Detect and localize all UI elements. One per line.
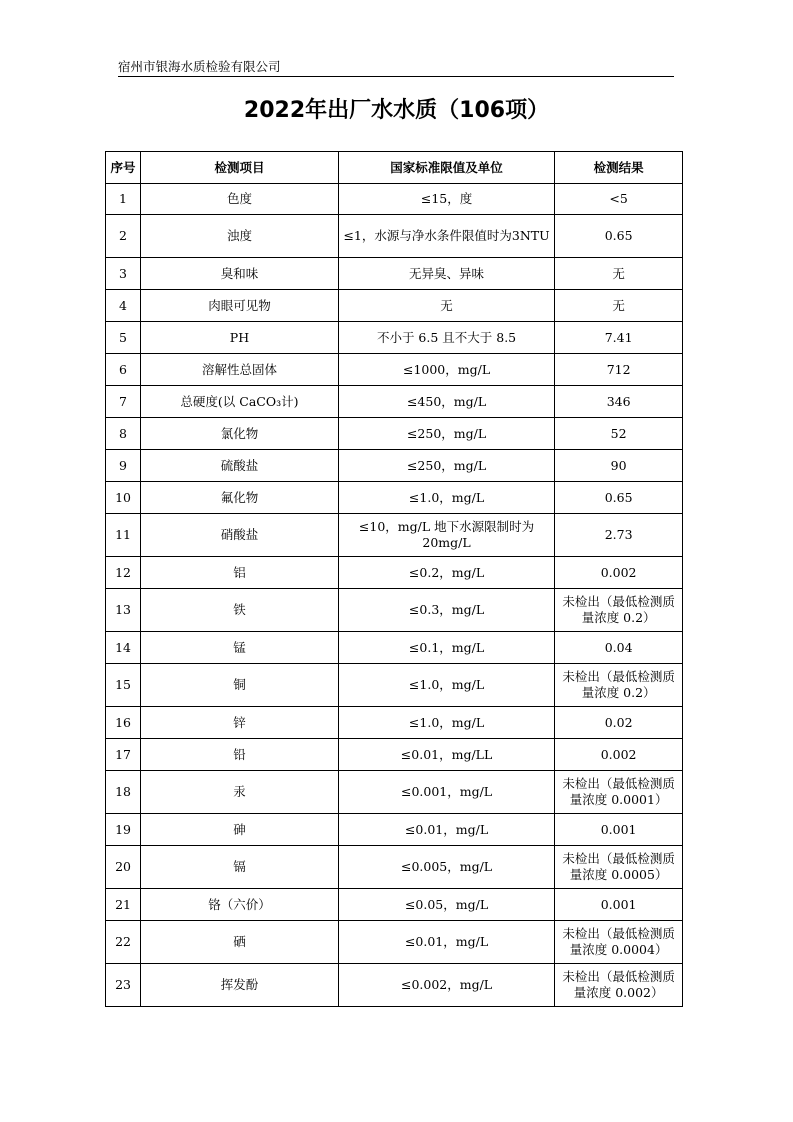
test-item: 砷 (141, 814, 339, 846)
table-row (106, 290, 683, 322)
standard-limit: ≤0.01，mg/L (338, 814, 554, 846)
table-row (106, 771, 683, 814)
test-item: 铁 (141, 589, 339, 632)
test-item: 铝 (141, 557, 339, 589)
row-number: 6 (106, 354, 141, 386)
test-item: 氟化物 (141, 482, 339, 514)
test-result: 0.04 (555, 632, 683, 664)
table-row (106, 889, 683, 921)
table-row (106, 514, 683, 557)
standard-limit: ≤1.0，mg/L (338, 664, 554, 707)
test-result: 未检出（最低检测质量浓度 0.2） (555, 664, 683, 707)
row-number: 9 (106, 450, 141, 482)
test-item: 色度 (141, 184, 339, 215)
standard-limit: ≤0.01，mg/L (338, 921, 554, 964)
table-row (106, 354, 683, 386)
page-title: 2022年出厂水水质（106项） (243, 98, 550, 123)
test-result: 未检出（最低检测质量浓度 0.0004） (555, 921, 683, 964)
water-quality-table (105, 151, 683, 1007)
test-result: 0.001 (555, 814, 683, 846)
standard-limit: 无异臭、异味 (338, 258, 554, 290)
test-result: 90 (555, 450, 683, 482)
test-result: 0.002 (555, 739, 683, 771)
column-header-result: 检测结果 (555, 152, 683, 184)
standard-limit: ≤0.005，mg/L (338, 846, 554, 889)
test-result: 0.02 (555, 707, 683, 739)
test-item: 挥发酚 (141, 964, 339, 1007)
table-header-row (106, 152, 683, 184)
row-number: 22 (106, 921, 141, 964)
row-number: 17 (106, 739, 141, 771)
standard-limit: ≤0.2，mg/L (338, 557, 554, 589)
test-item: 氯化物 (141, 418, 339, 450)
standard-limit: 无 (338, 290, 554, 322)
table-row (106, 258, 683, 290)
company-header: 宿州市银海水质检验有限公司 (118, 59, 281, 74)
test-result: 未检出（最低检测质量浓度 0.0005） (555, 846, 683, 889)
row-number: 5 (106, 322, 141, 354)
test-item: 铅 (141, 739, 339, 771)
table-row (106, 589, 683, 632)
row-number: 11 (106, 514, 141, 557)
row-number: 1 (106, 184, 141, 215)
test-item: 硝酸盐 (141, 514, 339, 557)
test-result: 712 (555, 354, 683, 386)
test-result: 无 (555, 258, 683, 290)
standard-limit: ≤1，水源与净水条件限值时为3NTU (338, 215, 554, 258)
standard-limit: ≤0.1，mg/L (338, 632, 554, 664)
column-header-no: 序号 (106, 152, 141, 184)
test-item: 肉眼可见物 (141, 290, 339, 322)
test-item: 总硬度(以 CaCO₃计) (141, 386, 339, 418)
test-item: 硒 (141, 921, 339, 964)
table-row (106, 964, 683, 1007)
table-row (106, 184, 683, 215)
standard-limit: ≤0.01，mg/LL (338, 739, 554, 771)
test-result: 0.001 (555, 889, 683, 921)
table-row (106, 482, 683, 514)
test-result: 未检出（最低检测质量浓度 0.2） (555, 589, 683, 632)
standard-limit: ≤0.002，mg/L (338, 964, 554, 1007)
row-number: 8 (106, 418, 141, 450)
row-number: 10 (106, 482, 141, 514)
test-result: 0.002 (555, 557, 683, 589)
standard-limit: ≤250，mg/L (338, 450, 554, 482)
table-row (106, 707, 683, 739)
test-item: 镉 (141, 846, 339, 889)
row-number: 2 (106, 215, 141, 258)
standard-limit: ≤450，mg/L (338, 386, 554, 418)
row-number: 21 (106, 889, 141, 921)
standard-limit: 不小于 6.5 且不大于 8.5 (338, 322, 554, 354)
standard-limit: ≤10，mg/L 地下水源限制时为20mg/L (338, 514, 554, 557)
standard-limit: ≤1.0，mg/L (338, 707, 554, 739)
test-item: 臭和味 (141, 258, 339, 290)
test-result: 7.41 (555, 322, 683, 354)
standard-limit: ≤0.05，mg/L (338, 889, 554, 921)
column-header-limit: 国家标准限值及单位 (338, 152, 554, 184)
row-number: 20 (106, 846, 141, 889)
table-row (106, 921, 683, 964)
row-number: 13 (106, 589, 141, 632)
row-number: 19 (106, 814, 141, 846)
test-result: 52 (555, 418, 683, 450)
row-number: 16 (106, 707, 141, 739)
test-result: 0.65 (555, 482, 683, 514)
test-result: 未检出（最低检测质量浓度 0.002） (555, 964, 683, 1007)
table-row (106, 322, 683, 354)
test-item: 浊度 (141, 215, 339, 258)
test-item: 锰 (141, 632, 339, 664)
standard-limit: ≤0.3，mg/L (338, 589, 554, 632)
row-number: 7 (106, 386, 141, 418)
test-result: 0.65 (555, 215, 683, 258)
table-row (106, 632, 683, 664)
standard-limit: ≤250，mg/L (338, 418, 554, 450)
test-item: 溶解性总固体 (141, 354, 339, 386)
test-item: 汞 (141, 771, 339, 814)
test-item: 硫酸盐 (141, 450, 339, 482)
table-row (106, 450, 683, 482)
test-result: 2.73 (555, 514, 683, 557)
test-item: PH (141, 322, 339, 354)
table-row (106, 664, 683, 707)
standard-limit: ≤1000，mg/L (338, 354, 554, 386)
row-number: 15 (106, 664, 141, 707)
table-row (106, 739, 683, 771)
table-row (106, 215, 683, 258)
column-header-item: 检测项目 (141, 152, 339, 184)
row-number: 18 (106, 771, 141, 814)
table-row (106, 814, 683, 846)
row-number: 12 (106, 557, 141, 589)
standard-limit: ≤1.0，mg/L (338, 482, 554, 514)
row-number: 3 (106, 258, 141, 290)
row-number: 14 (106, 632, 141, 664)
standard-limit: ≤15，度 (338, 184, 554, 215)
table-row (106, 557, 683, 589)
test-item: 铬（六价） (141, 889, 339, 921)
test-result: 无 (555, 290, 683, 322)
standard-limit: ≤0.001，mg/L (338, 771, 554, 814)
test-item: 铜 (141, 664, 339, 707)
test-result: 346 (555, 386, 683, 418)
table-row (106, 418, 683, 450)
test-item: 锌 (141, 707, 339, 739)
test-result: 未检出（最低检测质量浓度 0.0001） (555, 771, 683, 814)
row-number: 23 (106, 964, 141, 1007)
row-number: 4 (106, 290, 141, 322)
header-divider (118, 76, 674, 77)
table-row (106, 846, 683, 889)
test-result: <5 (555, 184, 683, 215)
table-row (106, 386, 683, 418)
